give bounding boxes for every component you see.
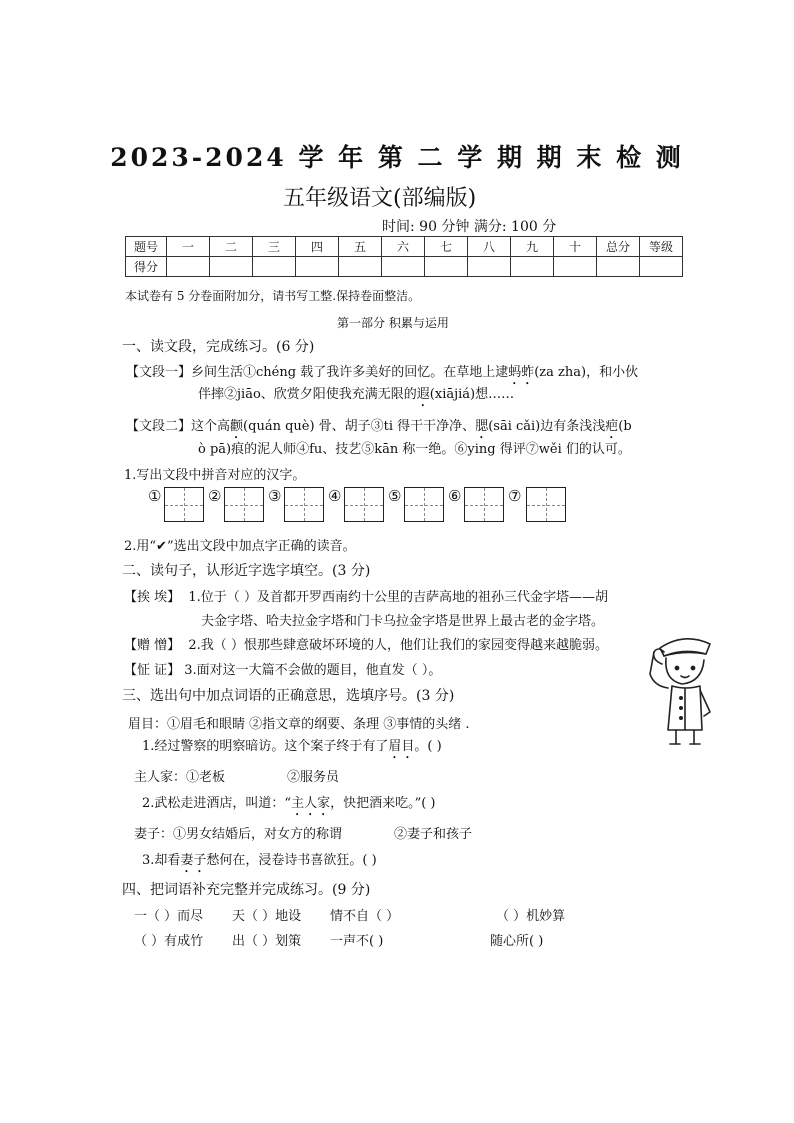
passage-text: (b xyxy=(618,419,632,434)
time-info: 时间: 90 分钟 满分: 100 分 xyxy=(382,219,557,235)
question-text: ，快把酒来吃。”( ) xyxy=(330,796,436,811)
score-input-cell[interactable] xyxy=(210,257,253,277)
idiom-fill: 情不自（ ） xyxy=(330,909,400,924)
definition-option: ②服务员 xyxy=(287,770,340,785)
writing-box-5[interactable] xyxy=(404,487,444,522)
score-input-cell[interactable] xyxy=(425,257,468,277)
idiom-fill: （ ）有成竹 xyxy=(134,934,204,949)
dotted-word: 主人家 xyxy=(291,796,331,811)
idiom-fill: 随心所( ) xyxy=(490,934,544,949)
table-cell: 题号 xyxy=(126,237,167,257)
question-1-2: 2.用“✔”选出文段中加点字正确的读音。 xyxy=(124,539,356,554)
question-3-3 xyxy=(142,849,377,876)
question-text: 。( ) xyxy=(414,739,442,754)
score-table-score-row xyxy=(126,257,683,277)
neatness-note: 本试卷有 5 分卷面附加分，请书写工整.保持卷面整洁。 xyxy=(125,289,421,303)
idiom-fill: （ ）机妙算 xyxy=(496,909,566,924)
score-input-cell[interactable] xyxy=(640,257,683,277)
question-text: 1.经过警察的明察暗访。这个案子终于有了 xyxy=(142,739,389,754)
box-label: ① xyxy=(148,487,162,505)
score-input-cell[interactable] xyxy=(554,257,597,277)
question-text: 3.面对这一大篇不会做的题目，他直发（ ）。 xyxy=(184,663,442,678)
box-label: ② xyxy=(208,487,222,505)
table-cell: 四 xyxy=(296,237,339,257)
score-input-cell[interactable] xyxy=(167,257,210,277)
idiom-fill: 出（ ）划策 xyxy=(232,934,302,949)
score-table xyxy=(125,236,683,277)
table-cell: 七 xyxy=(425,237,468,257)
passage-text: (sāi cǎi)边有条浅浅 xyxy=(488,419,606,434)
question-1-1: 1.写出文段中拼音对应的汉字。 xyxy=(124,468,306,483)
dotted-char: 腮 xyxy=(475,419,489,434)
idiom-fill: 一声不( ) xyxy=(330,934,384,949)
question-text: 2.武松走进酒店，叫道：“ xyxy=(142,796,292,811)
section-1-heading: 一、读文段，完成练习。(6 分) xyxy=(122,339,315,355)
box-label: ⑥ xyxy=(448,487,462,505)
passage-text: (za zha)，和小伙 xyxy=(534,365,639,380)
passage-text: (xiājiá)想…… xyxy=(429,387,515,402)
passage-text: (quán què) 骨、胡子③ti 得干干净净、 xyxy=(243,419,476,434)
section-2-heading: 二、读句子，认形近字选字填空。(3 分) xyxy=(122,563,371,579)
score-input-cell[interactable] xyxy=(296,257,339,277)
question-3-2 xyxy=(142,792,436,819)
box-label: ⑤ xyxy=(388,487,402,505)
score-input-cell[interactable] xyxy=(597,257,640,277)
score-input-cell[interactable] xyxy=(339,257,382,277)
dotted-word: 眉目 xyxy=(388,739,415,754)
idiom-fill: 天（ ）地设 xyxy=(232,909,302,924)
definition-qizi xyxy=(134,823,472,842)
table-cell: 三 xyxy=(253,237,296,257)
writing-box-4[interactable] xyxy=(344,487,384,522)
passage-text: 乡间生活①chéng 载了我许多美好的回忆。在草地上逮 xyxy=(191,365,509,380)
passage-2-line-2: ò pā)痕的泥人师④fu、技艺⑤kān 称一绝。⑥ying 得评⑦wěi 们的认可。 xyxy=(198,442,631,457)
passage-1-line-2 xyxy=(198,383,514,410)
idiom-fill: 一（ ）而尽 xyxy=(134,909,204,924)
char-pair-tag: 【挨 埃】 xyxy=(124,590,181,605)
box-label: ③ xyxy=(268,487,282,505)
writing-box-2[interactable] xyxy=(224,487,264,522)
question-text: 愁何在，浸卷诗书喜欲狂。( ) xyxy=(206,853,377,868)
writing-box-7[interactable] xyxy=(526,487,566,522)
saluting-police-illustration xyxy=(648,630,720,748)
dotted-char: 颧 xyxy=(230,419,244,434)
table-cell: 二 xyxy=(210,237,253,257)
table-cell: 十 xyxy=(554,237,597,257)
writing-box-1[interactable] xyxy=(164,487,204,522)
section-4-heading: 四、把词语补充完整并完成练习。(9 分) xyxy=(122,882,371,898)
table-cell: 九 xyxy=(511,237,554,257)
dotted-char: 蚂蚱 xyxy=(508,365,535,380)
char-pair-tag: 【赠 憎】 xyxy=(124,638,181,653)
score-input-cell[interactable] xyxy=(253,257,296,277)
box-label: ⑦ xyxy=(508,487,522,505)
dotted-char: 遐 xyxy=(416,387,430,402)
table-cell: 得分 xyxy=(126,257,167,277)
definition-meimu: 眉目：①眉毛和眼睛 ②指文章的纲要、条理 ③事情的头绪 . xyxy=(128,717,470,732)
dotted-word: 妻子 xyxy=(180,853,207,868)
question-2-2 xyxy=(124,634,608,653)
definition-option: ②妻子和孩子 xyxy=(394,827,473,842)
question-text: 3.却看 xyxy=(142,853,181,868)
writing-box-3[interactable] xyxy=(284,487,324,522)
part-title: 第一部分 积累与运用 xyxy=(337,316,449,330)
definition-option: 妻子：①男女结婚后，对女方的称谓 xyxy=(134,827,343,842)
exam-subtitle: 五年级语文(部编版) xyxy=(283,186,477,211)
exam-title: 2023-2024 学 年 第 二 学 期 期 末 检 测 xyxy=(110,143,684,172)
passage-2-tag: 【文段二】 xyxy=(126,419,192,434)
table-cell: 总分 xyxy=(597,237,640,257)
dotted-char: 疤 xyxy=(605,419,619,434)
question-2-3 xyxy=(124,659,441,678)
box-label: ④ xyxy=(328,487,342,505)
definition-option: 主人家：①老板 xyxy=(134,770,226,785)
table-cell: 五 xyxy=(339,237,382,257)
passage-1-tag: 【文段一】 xyxy=(126,365,192,380)
score-table-header-row xyxy=(126,237,683,257)
score-input-cell[interactable] xyxy=(382,257,425,277)
question-text: 1.位于（ ）及首都开罗西南约十公里的吉萨高地的祖孙三代金字塔——胡 xyxy=(188,590,608,605)
table-cell: 一 xyxy=(167,237,210,257)
section-3-heading: 三、选出句中加点词语的正确意思，选填序号。(3 分) xyxy=(122,688,455,704)
passage-text: 这个高 xyxy=(191,419,231,434)
question-text: 2.我（ ）恨那些肆意破坏环境的人，他们让我们的家园变得越来越脆弱。 xyxy=(188,638,608,653)
question-3-1 xyxy=(142,735,442,762)
question-2-1 xyxy=(124,586,608,605)
score-input-cell[interactable] xyxy=(468,257,511,277)
passage-text: 伴摔②jiāo、欣赏夕阳使我充满无限的 xyxy=(198,387,417,402)
question-2-1-cont: 夫金字塔、哈夫拉金字塔和门卡乌拉金字塔是世界上最古老的金字塔。 xyxy=(201,614,605,629)
definition-zhurenjia xyxy=(134,766,339,785)
table-cell: 六 xyxy=(382,237,425,257)
writing-box-6[interactable] xyxy=(464,487,504,522)
score-input-cell[interactable] xyxy=(511,257,554,277)
table-cell: 等级 xyxy=(640,237,683,257)
char-pair-tag: 【怔 证】 xyxy=(124,663,181,678)
table-cell: 八 xyxy=(468,237,511,257)
